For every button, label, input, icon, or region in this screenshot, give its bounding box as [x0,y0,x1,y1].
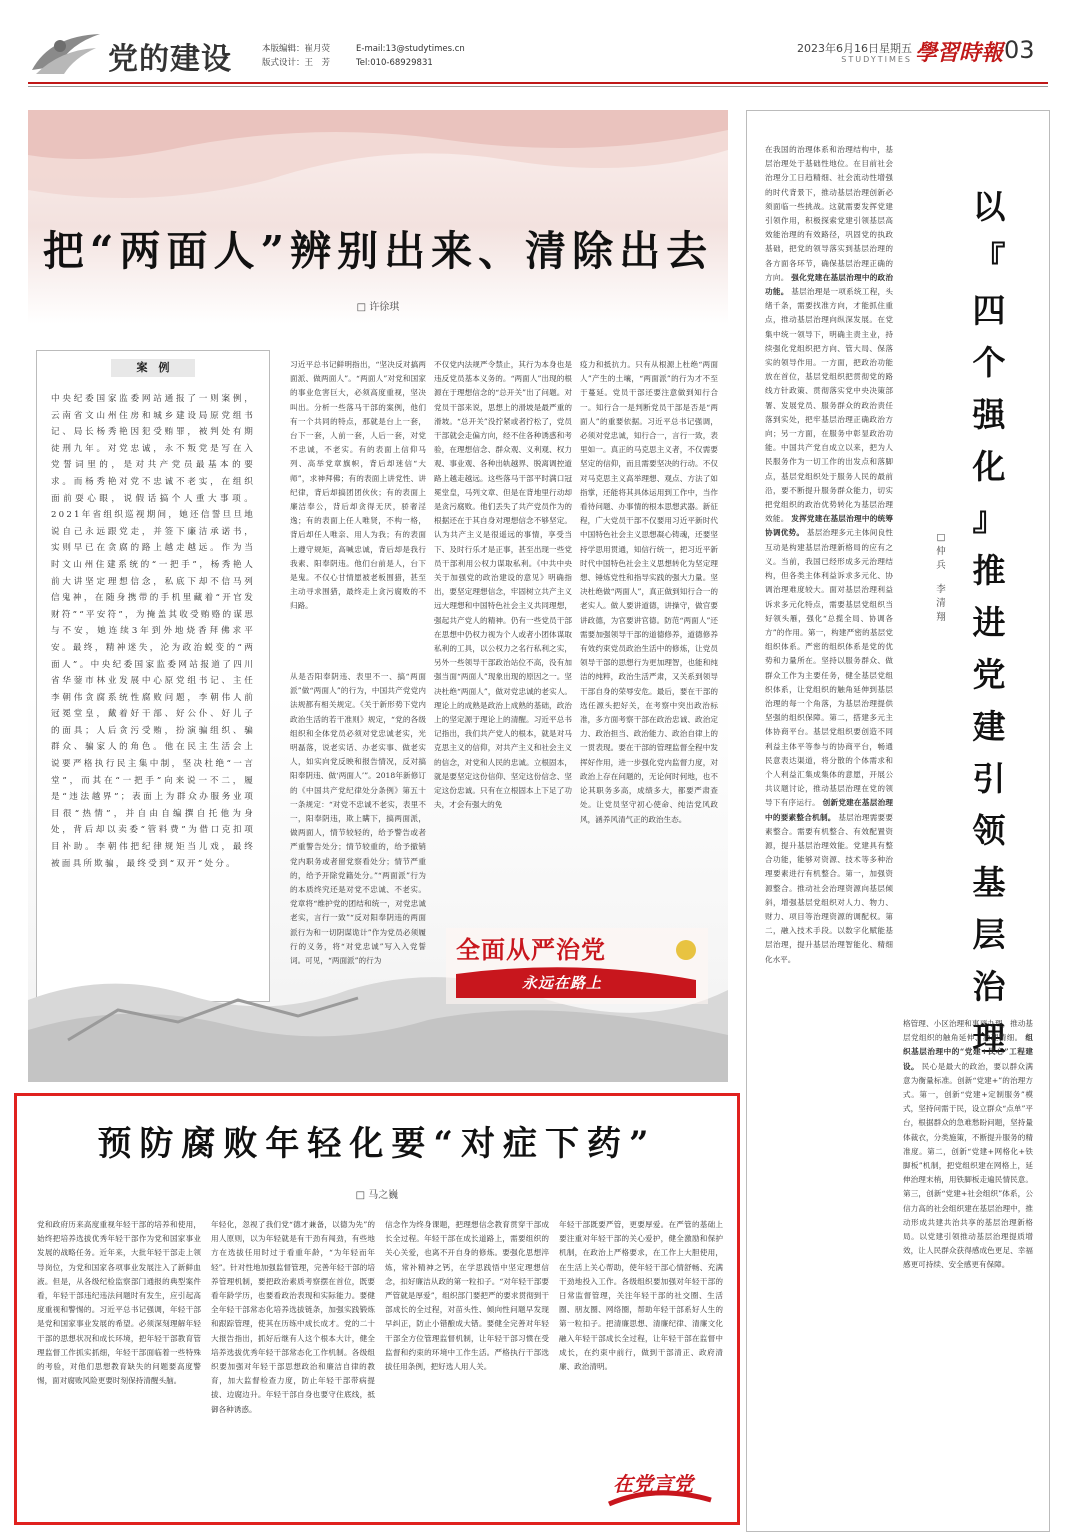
designer-line: 版式设计：王 芳 [262,58,331,68]
case-label: 案 例 [111,359,195,377]
paragraph-2: 基层治理多元主体间良性互动是构建基层治理新格局的应有之义。当前，我国已经形成多元治理结构，但各类主体利益诉求多元化、协调治理难度较大。面对基层治理利益诉求多元化特点，需要基层党组织当好领头雁，强化“总揽全局、协调各方”的作用。第一，构建严密的基层党组织体系。严密的组织体系是党的优势和力量所在。坚持以服务群众、做群众工作为主要任务，健全基层党组织体系，让党组织的触角延伸到基层治理的每一个角落，为基层治理提供坚强的组织保障。第二，搭建多元主体协商平台。基层党组织要创造不同利益主体平等参与的协商平台，畅通民意表达渠道，将分散的个体需求和个人利益汇集成集体的意愿，开展公共议题讨论，推动基层治理在党的领导下有序运行。 [765,528,893,808]
intro-paragraph: 在我国的治理体系和治理结构中，基层治理处于基础性地位。在目前社会治理分工日趋精细、社会流动性增强的时代背景下，推动基层治理创新必须面临一些挑战。这就需要发挥党建引领作用，积极探索党建引领基层高效能治理的有效路径，巩固党的执政基础，把党的领导落实到基层治理的各方面各环节，确保基层治理正确的方向。 [765,145,893,282]
case-text: 中央纪委国家监委网站通报了一则案例，云南省文山州住房和城乡建设局原党组书记、局长杨秀艳因犯受贿罪，被判处有期徒刑九年。对党忠诚，永不叛党是写在入党誓词里的，是对共产党员最基本的要求。而杨秀艳对党不忠诚不老实，在组织面前耍心眼，说假话搞个人重大事项。2021年省组织巡视期间，她还信誓旦旦地说自己永远跟党走，并签下廉洁承诺书，实则早已在贪腐的路上越走越远。作为当时文山州住建系统的“一把手”，杨秀艳人前大讲坚定理想信念，私底下却不信马列信鬼神，在随身携带的手机里藏着“开官发财符”“平安符”，为掩盖其收受贿赂的谋思与不安，她连续3年到外地烧香拜佛求平安。最终，精神迷失，沦为政治蜕变的“两面人”。中央纪委国家监委网站报道了四川省华蓥市林业发展中心原党组书记、主任李朝伟贪腐系统性腐败问题，李朝伟人前冠冕堂皇，戴着好干部、好公仆、好儿子的面具；人后贪污受贿，扮演骗组织、骗群众、骗家人的角色。他在民主生活会上说要严格执行民主集中制，坚决杜绝“一言堂”，而其在“一把手”向来说一不二，履是“违法越界”；表面上为群众办服务业项目很“热情”，并自由自编撰自托他为身处，背后却以卖委“管料费”为借口克扣项目补助。李朝伟把纪律规矩当儿戏，最终被面具所欺骗，最终受到“双开”处分。 [51,394,255,869]
body-column-2: 年轻化，忽视了我们党“德才兼备，以德为先”的用人原则，以为年轻就是有干劲有闯劲，有些地方在选拔任用时过于看重年龄，“为年轻而年轻”。针对性地加强监督管理，完善年轻干部的培养管理机制，要把政治素质考察摆在首位，既要看年龄学历，也要看政治表现和实际能力。要健全年轻干部常态化培养选拔链条，加强实践锻炼和跟踪管理，使其在历练中成长成才。党的二十大报告指出，抓好后继有人这个根本大计，健全培养选拔优秀年轻干部常态化工作机制。各级组织要加强对年轻干部思想政治和廉洁自律的教育，加大监督检查力度，防止年轻干部带病提拔、边腐边升。年轻干部自身也要守住底线，抵御各种诱惑。 [211,1220,375,1414]
newspaper-brand: 學習時報 [915,40,1004,66]
case-sidebar [36,350,270,1002]
article-young-corruption [14,1093,740,1525]
section-logo-icon [30,30,102,76]
article-four-strengthening [746,110,1050,1532]
issue-date: 2023年6月16日星期五 [797,42,912,55]
article-author: □ 许徐琪 [356,302,400,313]
studytimes-wordmark: STUDYTIMES [841,55,912,64]
slogan-line-1: 全面从严治党 [456,935,606,964]
tel-line: Tel:010-68929831 [356,58,433,68]
body-column-1b: 从是否阳奉阴违、表里不一、搞“两面派”做“两面人”的行为，中国共产党党内法规都有相关规定。《关于新形势下党内政治生活的若干准则》规定，“党的各级组织和全体党员必须对党忠诚老实，光明磊落，说老实话、办老实事、做老实人，如实向党反映和报告情况，反对搞阳奉阴违、做‘两面人’”。2018年新修订的《中国共产党纪律处分条例》第五十一条规定：“对党不忠诚不老实，表里不一，阳奉阴违，欺上瞒下，搞两面派，做两面人，情节较轻的，给予警告或者严重警告处分；情节较重的，给予撤销党内职务或者留党察看处分；情节严重的，给予开除党籍处分。”“两面派”行为的本质终究还是对党不忠诚、不老实。党章将“维护党的团结和统一，对党忠诚老实，言行一致”“反对阳奉阴违的两面派行为和一切阴谋诡计”作为党员必须履行的义务，将“对党忠诚”写入入党誓词。可见，“两面派”的行为 [290,672,426,966]
article-author-vertical: □ 仲 兵 李 清 翔 [936,532,946,623]
paragraph-4: 民心是最大的政治，要以群众满意为衡量标准。创新“党建+”的治理方式。第一，创新“党建+定制服务”模式，坚持问需于民，设立群众“点单”平台，根据群众的急难愁盼问题，坚持量体裁衣，分类施策，不断提升服务的精准度。第二，创新“党建+网格化+铁脚板”机制，把党组织建在网格上，延伸治理末梢，用铁脚板走遍民情民意。第三，创新“党建+社会组织”体系，公信力高的社会组织建在基层治理中，推动形成共建共治共享的基层治理新格局。以党建引领推动基层治理提质增效，让人民群众获得感成色更足、幸福感更可持续、安全感更有保障。 [903,1061,1033,1270]
body-column-3: 信念作为终身课题，把理想信念教育贯穿干部成长全过程。年轻干部在成长道路上，需要组织的关心关爱，也离不开自身的修炼。要强化思想淬炼，常补精神之钙，在学思践悟中坚定理想信念，扣好廉洁从政的第一粒扣子。“对年轻干部要严管就是厚爱”，组织部门要把严的要求贯彻到干部成长的全过程，对苗头性、倾向性问题早发现早纠正，防止小错酿成大错。要健全完善对年轻干部全方位管理监督机制，让年轻干部习惯在受监督和约束的环境中工作生活。严格执行干部选拔任用条例，把好选人用人关。 [385,1220,549,1372]
article-author: □ 马之巍 [355,1190,399,1201]
subheading-3: 创新党建在基层治理中的要素整合机制。 [765,798,893,822]
body-column-1: 习近平总书记鲜明指出，“坚决反对搞两面派、做两面人”。“两面人”对党和国家的事业危害巨大，必须高度重视，坚决叫出。分析一些落马干部的案例，他们有一个共同的特点，那就是台上一套，台下一套，人前一套，人后一套，对党不忠诚，不老实。有的表面上信仰马列、高举党章旗帜，背后却迷信“大师”，求神拜佛；有的表面上讲党性、讲纪律，背后却搞团团伙伙；有的表面上廉洁奉公，背后却贪得无厌，骄奢淫逸；有的表面上任人唯贤，不构一格，背后却任人唯亲、用人为我；有的表面上遵守规矩，高喊忠诚，背后却是我行我素、阳奉阴违。他们台前是人，台下是鬼。不仅心甘情愿被老板围猎，甚至主动寻求围猎，最终走上贪污腐败的不归路。 [290,360,426,611]
column-logo-text: 在党言党 [613,1472,693,1496]
red-brush-background [28,110,728,220]
body-column-4: 年轻干部既要严管，更要厚爱。在严管的基础上要注重对年轻干部的关心爱护，健全激励和保护机制，在政治上严格要求，在工作上大胆使用，在生活上关心帮助，使年轻干部心情舒畅、充满干劲地投入工作。各级组织要加强对年轻干部的日常监督管理，关注年轻干部的社交圈、生活圈、朋友圈、网络圈，帮助年轻干部系好人生的第一粒扣子。把清廉思想、清廉纪律、清廉文化融入年轻干部成长全过程，让年轻干部在监督中成长，在约束中前行，做到干部清正、政府清廉、政治清明。 [559,1220,723,1372]
article-title-vertical: 以 『 四 个 强 化 』 推 进 党 建 引 领 基 层 治 理 [972,187,1006,1058]
contact-info [356,42,465,70]
page-number: 03 [1004,36,1035,64]
subheading-2: 发挥党建在基层治理中的统筹协调优势。 [765,514,893,538]
body-column-1: 党和政府历来高度重视年轻干部的培养和使用，始终把培养选拔优秀年轻干部作为党和国家事业发展的战略任务。近年来，大批年轻干部走上领导岗位，为党和国家各项事业发展注入了新鲜血液。但是，从各级纪检监察部门通报的典型案件看，年轻干部违纪违法问题时有发生，应引起高度重视和警惕的。习近平总书记强调，年轻干部是党和国家事业发展的希望。必须深刻理解年轻干部的思想状况和成长环境，把年轻干部教育管理监督工作抓实抓细，年轻干部面临着一些特殊的考验，对他们思想教育缺失的问题要高度警惕，面对腐败风险更要时刻保持清醒头脑。 [37,1220,201,1386]
body-column-main [765,143,893,1513]
paragraph-3-cont: 格管理、小区治理和事项办理，推动基层党组织的触角延伸、治理精细。 [903,1019,1033,1043]
email-line: E-mail:13@studytimes.cn [356,44,465,54]
paragraph-1: 基层治理是一项系统工程，头绪千条，需要找准方向，才能抓住重点，推动基层治理向纵深发展。在党集中统一领导下，明确主责主业，持续强化党组织把方向、管大局、保落实的领导作用。一方面，把政治功能放在首位，基层党组织把贯彻党的路线方针政策、贯彻落实党中央决策部署、发展党员、服务群众的政治责任落到实处，把牢基层治理正确政治方向；另一方面，在服务中彰显政治功能。中国共产党自成立以来，把为人民服务作为一切工作的出发点和落脚点，基层党组织处于服务人民的最前沿，要不断提升服务群众能力，切实把党组织的政治优势转化为基层治理效能。 [765,287,893,524]
body-column-right [903,1017,1033,1517]
body-column-3: 疫力和抵抗力。只有从根源上杜绝“两面人”产生的土壤，“两面派”的行为才不至于蔓延。党员干部还要注意做到知行合一。知行合一是判断党员干部是否是“两面人”的重要依据。习近平总书记强调，必须对党忠诚，知行合一，言行一致，表里如一。真正的马克思主义者，不仅需要坚定的信仰，而且需要坚决的行动。不仅对马克思主义高举理想、观点、方法了如指掌，还能将其具体运用到工作中，当作看待问题、办事情的根本思想武器。新征程，广大党员干部不仅要用习近平新时代中国特色社会主义思想凝心铸魂，还要坚持学思用贯通，知信行统一，把习近平新时代中国特色社会主义思想转化为坚定理想、锤炼党性和指导实践的强大力量。坚决杜绝做“两面人”，真正做到知行合一的老实人。做人要讲道德，讲操守，做官要讲政德，为官要讲官德。防范“两面人”还需要加强领导干部的道德修养，道德修养有效约束党员政治生活中的修炼，让党员领导干部的思想行为更加理智，也能和纯洁的纯粹，政治生活严肃，又关系到领导干部自身的荣辱安危。最后，要在干部的选任源头把好关，在考察中突出政治标准，多方面考察干部在政治忠诚、政治定力、政治担当、政治能力、政治自律上的一贯表现。要在干部的管理监督全程中发挥好作用，进一步强化党内监督力度，对政治上存在问题的，无论何时何地，也不论其职务多高，成绩多大，都要严肃查处。让党员坚守初心使命、纯洁党风政风，涵养风清气正的政治生态。 [580,360,718,824]
editor-line: 本版编辑：崔月荧 [262,44,331,54]
subheading-4: 组织基层治理中的“党建+民心”工程建设。 [903,1033,1033,1071]
paragraph-3: 基层治理需要要素整合。需要有机整合、有效配置资源，提升基层治理效能。党建具有整合功能，能够对资源、技术等多种治理要素进行有机整合。第一，加强资源整合。推动社会治理资源向基层倾斜，增强基层党组织对人力、物力、财力、项目等治理资源的调配权。第二，融入技术手段。以数字化赋能基层治理，提升基层治理智能化、精细化水平。 [765,812,893,964]
slogan-line-2: 永远在路上 [522,974,603,992]
section-title: 党的建设 [108,42,232,77]
header-rule [28,82,1048,84]
body-column-2: 不仅党内法规严令禁止，其行为本身也是违反党员基本义务的。“两面人”出现的根源在于理想信念的“总开关”出了问题。对党员干部来说，思想上的滑坡是最严重的滑坡。“总开关”没拧紧或者拧松了，党员干部就会走偏方向，经不住各种诱惑和考验，在理想信念、群众观、义利观、权力观、事业观、各种出轨越界、脱离调控道路上越走越远。这些落马干部平时满口冠冕堂皇，马列文章、但是在背地里行动却是贪污腐败。他们丢失了共产党员作为的根据还在于其自身对理想信念不够坚定。认为共产主义是很遥远的事情，享受当下、及时行乐才是正事，甚至出现一些党员干部利用公权力谋取私利。《中共中央关于加强党的政治建设的意见》明确指出，要坚定理想信念，牢固树立共产主义远大理想和中国特色社会主义共同理想，强起共产党人的精神。仍有一些党员干部在思想中仍权力视为个人或者小团体谋取私利的工具，以公权力之名行私利之实，另外一些领导干部政治站位不高，没有加强当面“两面人”现象出现的原因之一。坚决杜绝“两面人”，做对党忠诚的老实人。理论上的成熟是政治上成熟的基础，政治上的坚定源于理论上的清醒。习近平总书记指出，我们共产党人的根本，就是对马克思主义的信仰，对共产主义和社会主义的信念，对党和人民的忠诚。立根固本，就是要坚定这份信仰、坚定这份信念、坚定这份忠诚。只有在立根固本上下足了功夫，才会有强大的免 [434,360,572,810]
header-rule-thin [28,86,1048,87]
article-title: 把“两面人”辨别出来、清除出去 [42,227,714,275]
article-two-faced-people [28,110,728,1082]
editor-credits [262,42,330,70]
article-title: 预防腐败年轻化要“对症下药” [97,1124,657,1164]
subheading-1: 强化党建在基层治理中的政治功能。 [765,272,893,297]
